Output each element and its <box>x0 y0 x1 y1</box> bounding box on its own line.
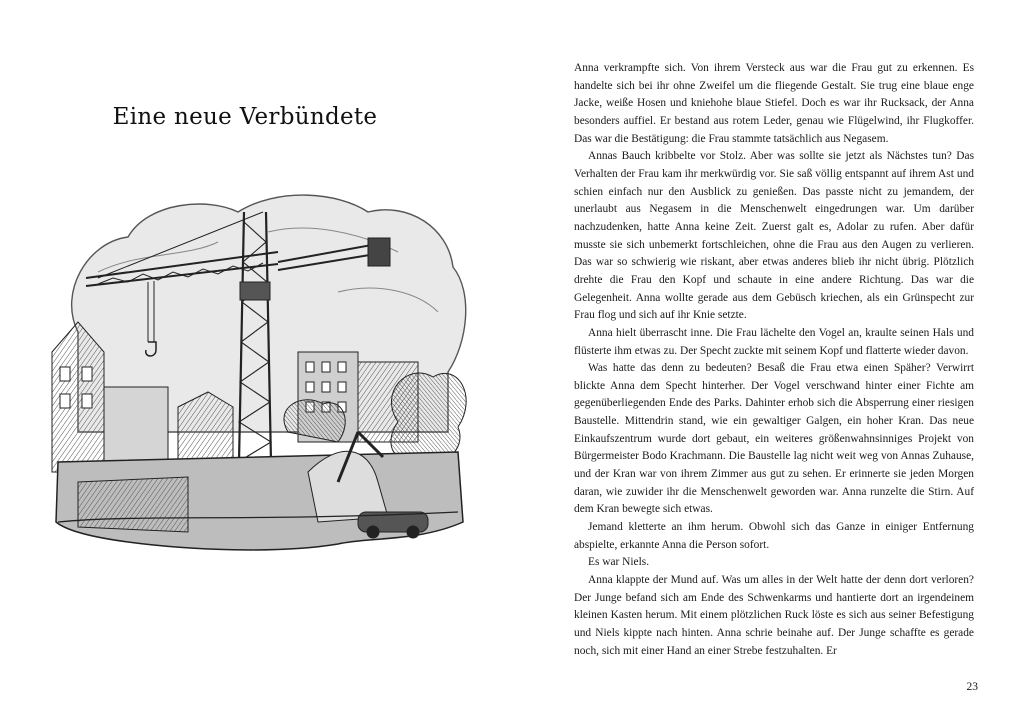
paragraph: Anna verkrampfte sich. Von ihrem Versteck aus war die Frau gut zu erkennen. Es handelte sich bei ihr ohne Zweifel um die fliegende Gestalt. Sie trug eine blaue enge Jacke, weiße Hosen und kniehohe blaue Stiefel. Doch es war ihr Rucksack, der Anna besonders auffiel. Er bestand aus rotem Leder, genau wie Flügelwind, ihr Flugkoffer. Das war die Bestätigung: die Frau stammte tatsächlich aus Negasem. <box>574 62 974 145</box>
right-page <box>512 0 1024 727</box>
paragraph: Anna hielt überrascht inne. Die Frau lächelte den Vogel an, kraulte seinen Hals und flüsterte ihm etwas zu. Der Specht zuckte mit seinem Kopf und flatterte wieder davon. <box>574 326 974 357</box>
paragraph: Jemand kletterte an ihm herum. Obwohl sich das Ganze in einiger Entfernung abspielte, erkannte Anna die Person sofort. <box>574 521 974 551</box>
paragraph: Was hatte das denn zu bedeuten? Besaß die Frau etwa einen Späher? Verwirrt blickte Anna dem Specht hinterher. Der Vogel verschwand hinter einer Fichte am gegenüberliegenden Ende des Parks. Dahinter erhob sich die Absperrung einer riesigen Baustelle. Mittendrin stand, wie ein gewaltiger Galgen, ein hoher Kran. Das neue Einkaufszentrum wurde dort gebaut, ein weiteres größenwahnsinniges Projekt von Bürgermeister Bodo Krachmann. Die Baustelle lag nicht weit weg von Annas Zuhause, und der Kran war von ihrem Zimmer aus gut zu sehen. Er erinnerte sie jeden Morgen daran, wie zuwider ihr die Menschenwelt geworden war. Anna runzelte die Stirn. Auf dem Kran bewegte sich etwas. <box>574 362 974 516</box>
chapter-title: Eine neue Verbündete <box>112 104 378 130</box>
paragraph: Es war Niels. <box>588 556 650 569</box>
construction-crane-illustration <box>38 182 478 562</box>
paragraph: Anna klappte der Mund auf. Was um alles in der Welt hatte der denn dort verloren? Der Junge befand sich am Ende des Schwenkarms und hantierte dort an irgendeinem kleinen Kasten herum. Mit einem plötzlichen Ruck löste es sich aus seiner Befestigung und Niels kippte nach hinten. Anna schrie beinahe auf. Der Junge schaffte es gerade noch, sich mit einer Hand an einer Strebe festzuhalten. Er <box>574 574 974 657</box>
chapter-text <box>574 60 974 660</box>
page-number: 23 <box>966 681 978 693</box>
paragraph: Annas Bauch kribbelte vor Stolz. Aber was sollte sie jetzt als Nächstes tun? Das Verhalten der Frau kam ihr merkwürdig vor. Sie saß völlig entspannt auf ihrem Ast und schien einfach nur den Ausblick zu genießen. Das passte nicht zu jemandem, der unerlaubt aus Negasem in die Menschenwelt eingedrungen war. Um darüber nachzudenken, hatte Anna keine Zeit. Zuerst galt es, Adolar zu rufen. Aber dafür musste sie sich unbemerkt fortschleichen, ohne die Frau aus den Augen zu verlieren. Das war so schwierig wie riskant, aber etwas anderes blieb ihr nicht übrig. Plötzlich drehte die Frau den Kopf und schaute in eine andere Richtung. Das war die Gelegenheit. Anna wollte gerade aus dem Gebüsch kriechen, als ein Grünspecht zur Frau flog und sich auf ihr Knie setzte. <box>574 150 974 322</box>
